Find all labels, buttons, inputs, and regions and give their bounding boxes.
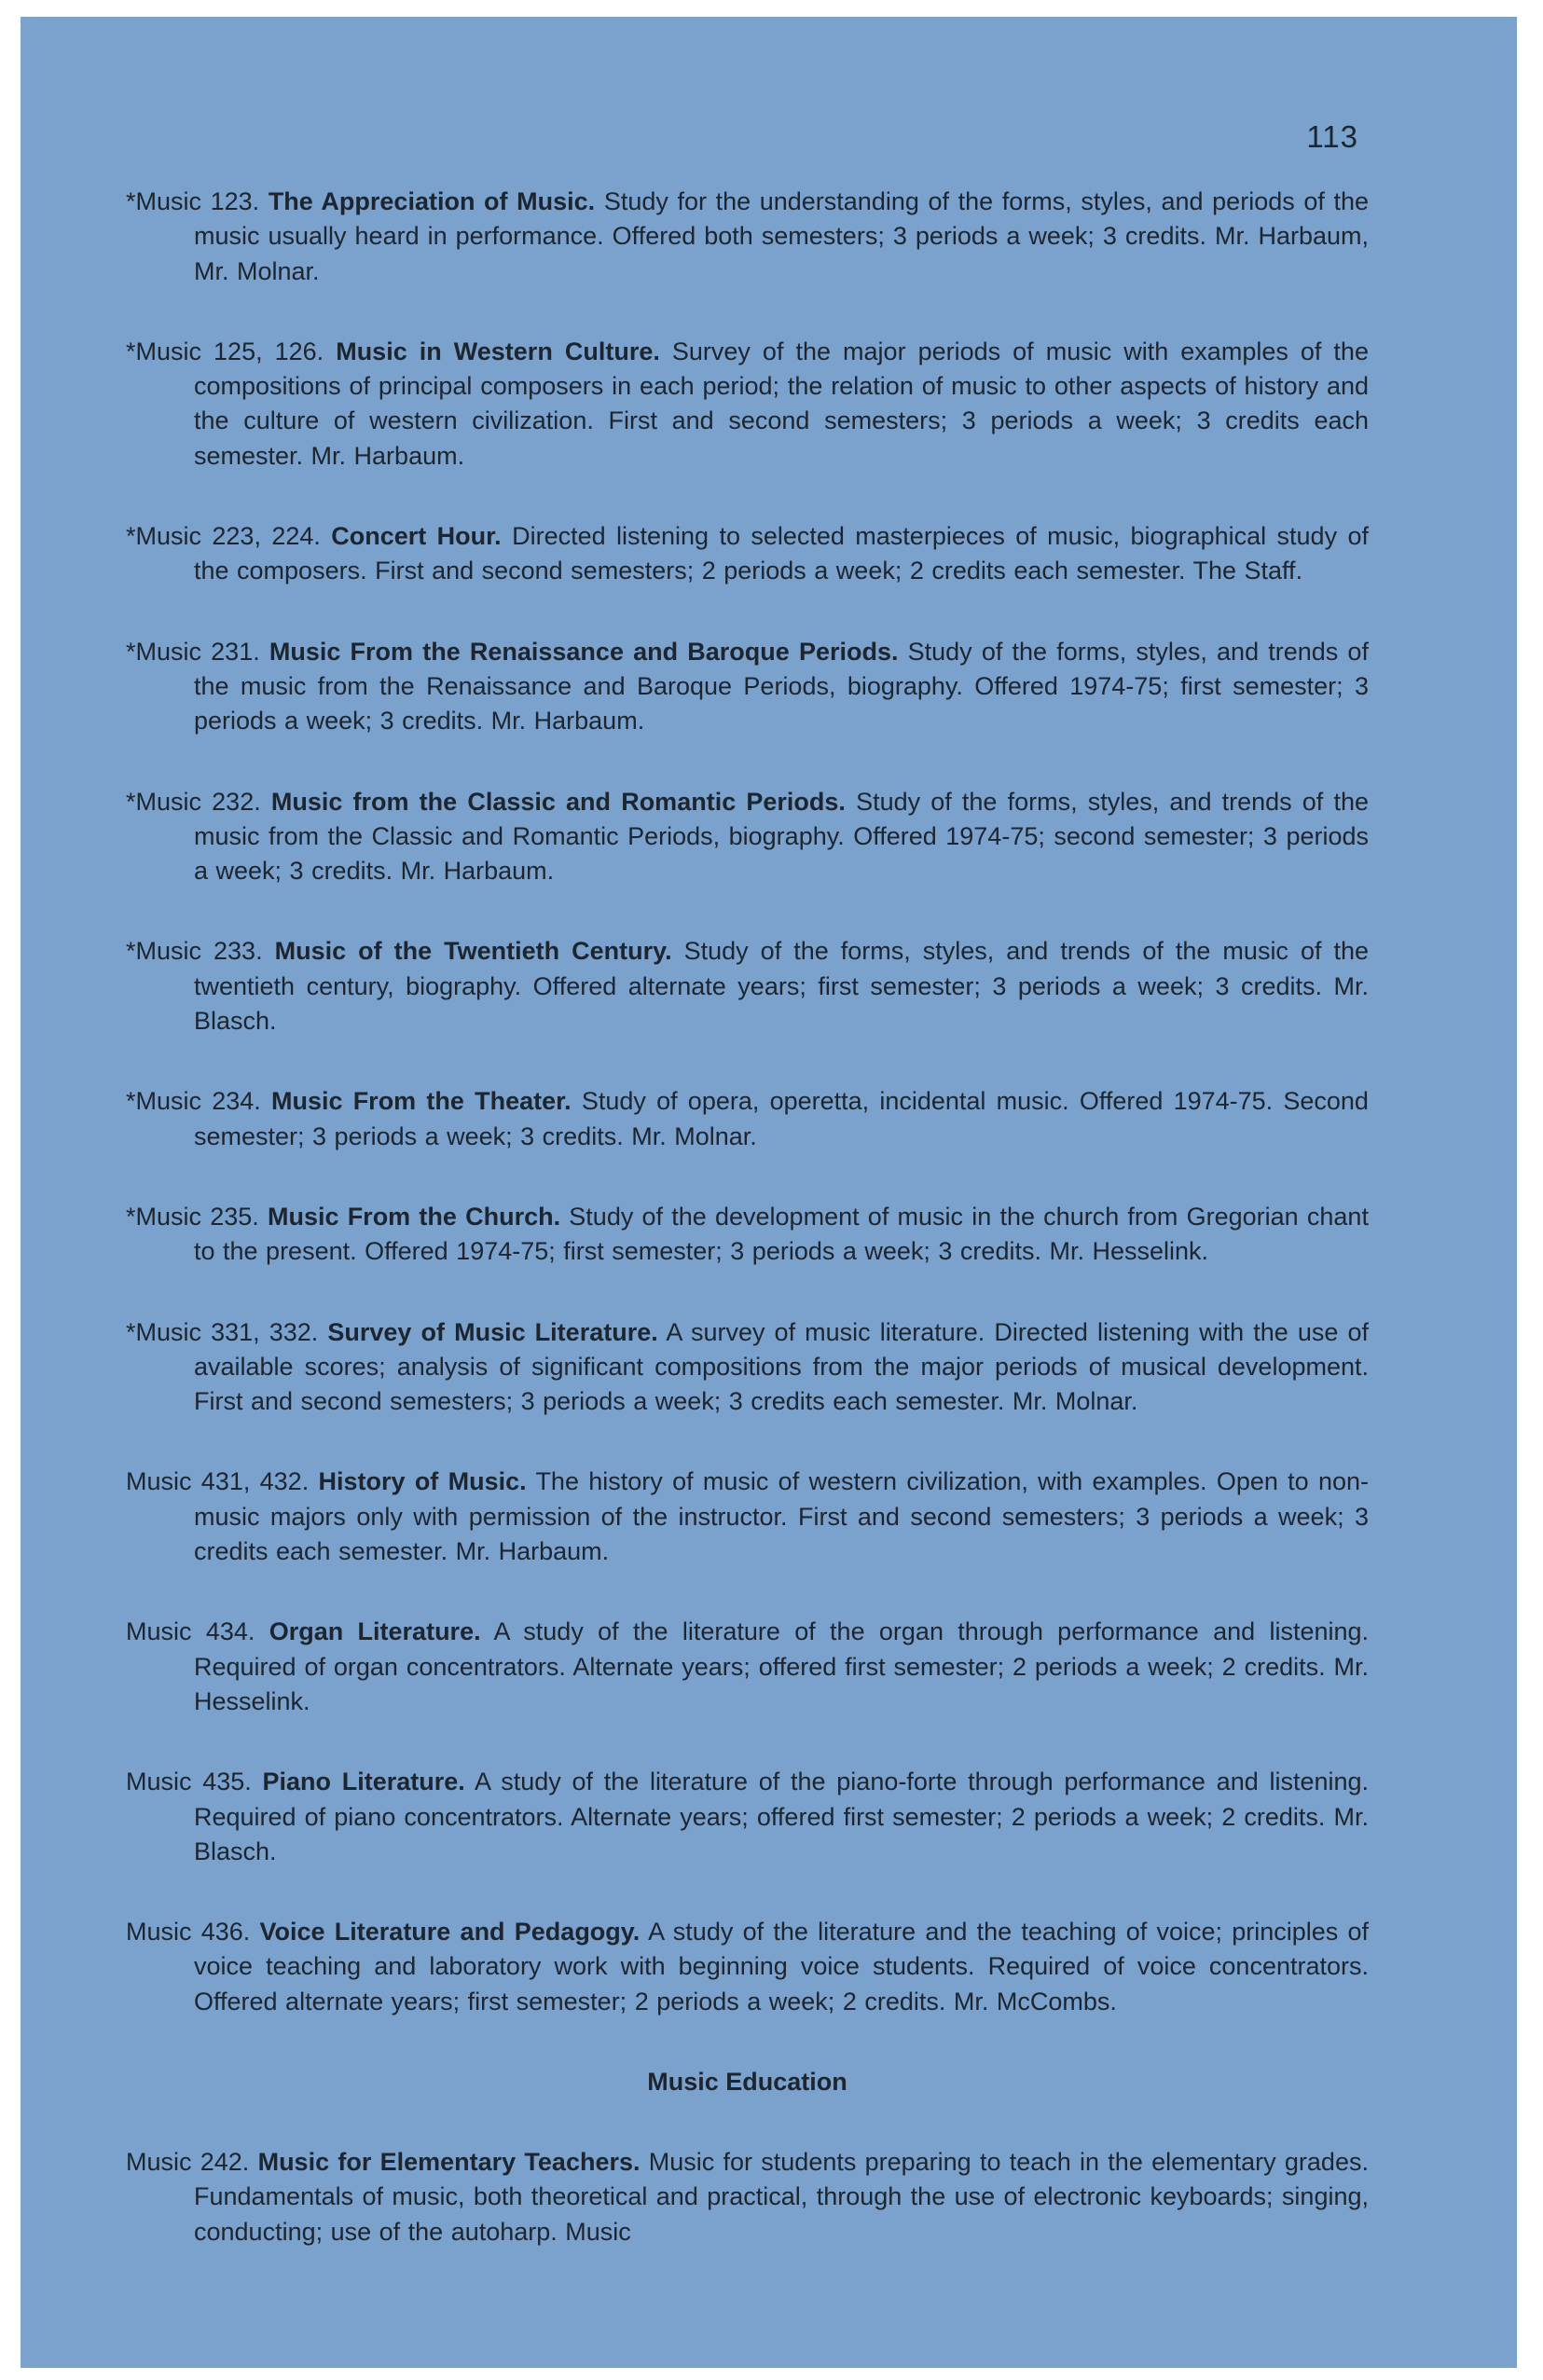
course-title: Voice Literature and Pedagogy. [259, 1918, 641, 1947]
course-title: History of Music. [318, 1467, 527, 1496]
course-entry [126, 1084, 1369, 1154]
course-entry [126, 785, 1369, 889]
course-title: Music From the Renaissance and Baroque Periods. [269, 637, 899, 666]
course-description: Survey of the major periods of music with examples of the compositions of principal composers in each period; the relation of music to other aspects of history and the culture of western civilization. First and second semesters; 3 periods a week; 3 credits each semester. Mr. Harbaum. [194, 337, 1369, 470]
course-list [126, 185, 1369, 2295]
course-number: Music 431, 432. [126, 1467, 310, 1496]
course-number: Music 435. [126, 1768, 252, 1796]
course-entry [126, 1465, 1369, 1569]
course-entry [126, 2145, 1369, 2249]
course-description: Study of the forms, styles, and trends of the music from the Classic and Romantic Periods, biography. Offered 1974-75; second semester; 3 periods a week; 3 credits. Mr. Harbaum. [194, 787, 1369, 886]
course-description: A survey of music literature. Directed listening with the use of available scores; analysis of significant compositions from the major periods of musical development. First and second semesters; 3 periods a week; 3 credits each semester. Mr. Molnar. [194, 1317, 1369, 1416]
course-title: Music from the Classic and Romantic Periods. [270, 787, 846, 816]
course-description: The history of music of western civilization, with examples. Open to non-music majors only with permission of the instructor. First and second semesters; 3 periods a week; 3 credits each semester. Mr. Harbaum. [194, 1467, 1370, 1566]
course-description: Study of the forms, styles, and trends of the music of the twentieth century, biography. Offered alternate years; first semester; 3 periods a week; 3 credits. Mr. Blasch. [194, 937, 1369, 1036]
page-number: 113 [1306, 119, 1358, 154]
course-description: Study of opera, operetta, incidental music. Offered 1974-75. Second semester; 3 periods a week; 3 credits. Mr. Molnar. [194, 1087, 1369, 1150]
course-number: Music 242. [126, 2147, 250, 2176]
course-entry [126, 1765, 1369, 1869]
course-description: Study of the development of music in the church from Gregorian chant to the present. Offered 1974-75; first semester; 3 periods a week; 3 credits. Mr. Hesselink. [194, 1202, 1369, 1266]
course-description: Music for students preparing to teach in the elementary grades. Fundamentals of music, both theoretical and practical, through the use of electronic keyboards; singing, conducting; use of the autoharp. Music [194, 2147, 1369, 2246]
course-description: A study of the literature of the piano-forte through performance and listening. Required of piano concentrators. Alternate years; offered first semester; 2 periods a week; 2 credits. Mr. Blasch. [194, 1768, 1370, 1865]
section-heading: Music Education [647, 2067, 847, 2096]
course-number: *Music 233. [126, 937, 263, 966]
course-number: Music 436. [126, 1918, 251, 1947]
course-description: Study for the understanding of the forms, styles, and periods of the music usually heard in performance. Offered both semesters; 3 periods a week; 3 credits. Mr. Harbaum, Mr. Molnar. [194, 187, 1369, 285]
catalog-page [21, 17, 1517, 2368]
course-entry [126, 1315, 1369, 1420]
course-description: A study of the literature and the teaching of voice; principles of voice teaching and laboratory work with beginning voice students. Required of voice concentrators. Offered alternate years; first semester; 2 periods a week; 2 credits. Mr. McCombs. [194, 1918, 1369, 2015]
course-description: Study of the forms, styles, and trends of the music from the Renaissance and Baroque Periods, biography. Offered 1974-75; first semester; 3 periods a week; 3 credits. Mr. Harbaum. [194, 637, 1369, 736]
course-title: Music for Elementary Teachers. [257, 2147, 641, 2176]
course-number: *Music 234. [126, 1087, 261, 1116]
course-number: *Music 125, 126. [126, 337, 324, 365]
course-entry [126, 335, 1369, 474]
course-number: *Music 232. [126, 787, 261, 816]
course-title: Survey of Music Literature. [327, 1317, 658, 1346]
course-number: *Music 235. [126, 1202, 259, 1231]
course-entry [126, 185, 1369, 289]
course-entry [126, 1915, 1369, 2019]
course-title: Music From the Theater. [270, 1087, 572, 1116]
course-number: *Music 123. [126, 187, 260, 215]
course-title: Music in Western Culture. [336, 337, 660, 365]
course-entry [126, 635, 1369, 739]
course-number: *Music 223, 224. [126, 522, 321, 551]
course-title: Organ Literature. [269, 1617, 481, 1646]
course-description: Directed listening to selected masterpieces of music, biographical study of the composers. First and second semesters; 2 periods a week; 2 credits each semester. The Staff. [194, 522, 1369, 585]
course-title: Music of the Twentieth Century. [274, 937, 672, 966]
course-entry [126, 1200, 1369, 1270]
course-title: Piano Literature. [262, 1768, 465, 1796]
course-entry [126, 1615, 1369, 1719]
course-number: Music 434. [126, 1617, 255, 1646]
course-title: Music From the Church. [267, 1202, 561, 1231]
course-entry [126, 519, 1369, 589]
course-number: *Music 331, 332. [126, 1317, 319, 1346]
course-entry [126, 934, 1369, 1039]
course-title: Concert Hour. [331, 522, 502, 551]
course-number: *Music 231. [126, 637, 260, 666]
course-description: A study of the literature of the organ through performance and listening. Required of organ concentrators. Alternate years; offered first semester; 2 periods a week; 2 credits. Mr. Hesselink. [194, 1617, 1370, 1715]
course-title: The Appreciation of Music. [268, 187, 596, 215]
